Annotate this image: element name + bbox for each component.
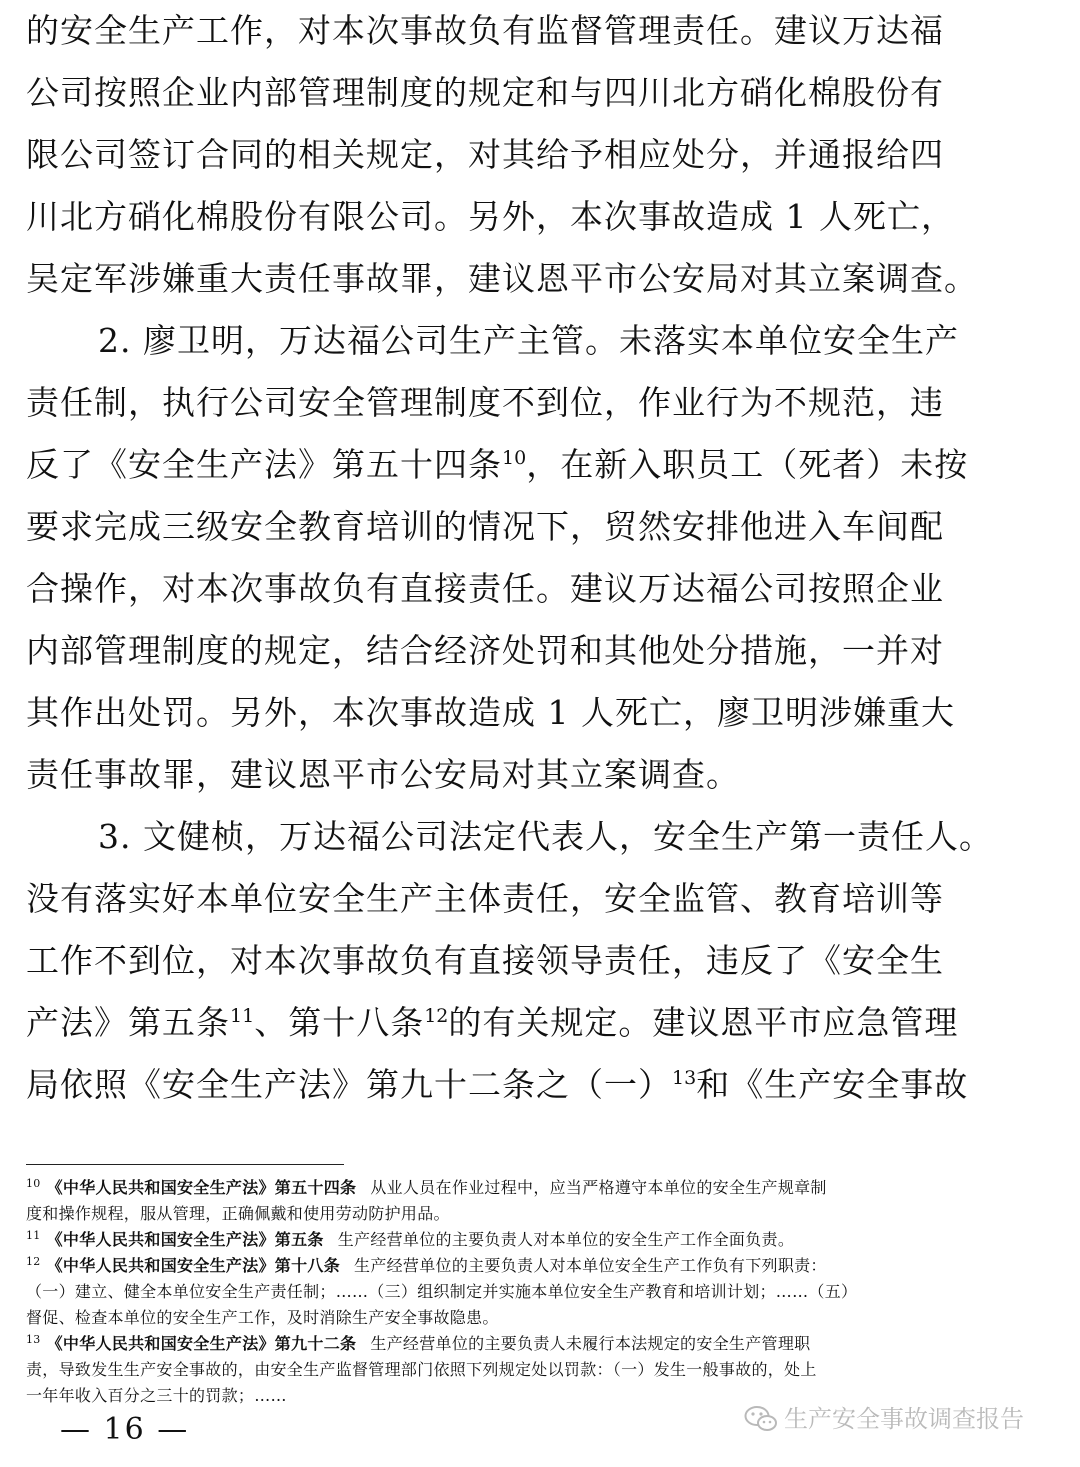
text-segment: 的有关规定。建议恩平市应急管理 [448, 1003, 959, 1042]
footnote-12 [26, 1253, 1016, 1331]
footnote-13 [26, 1331, 1016, 1409]
footnote-11 [26, 1227, 1016, 1253]
footnote-number: 10 [26, 1176, 41, 1190]
footnote-ref-12[interactable]: 12 [424, 1005, 449, 1027]
text-line: 公司按照企业内部管理制度的规定和与四川北方硝化棉股份有 [26, 73, 944, 112]
footnote-number: 13 [26, 1332, 41, 1346]
text-segment: ，在新入职员工（死者）未按 [526, 445, 969, 484]
text-segment: 反了《安全生产法》第五十四条 [26, 445, 502, 484]
text-segment: 局依照《安全生产法》第九十二条之（一） [26, 1065, 672, 1104]
footnote-number: 11 [26, 1228, 41, 1242]
text-line: 没有落实好本单位安全生产主体责任，安全监管、教育培训等 [26, 879, 944, 918]
paragraph-1 [26, 0, 996, 310]
text-line [26, 992, 996, 1054]
footnote-title: 《中华人民共和国安全生产法》第五条 [46, 1230, 324, 1249]
footnote-line [26, 1227, 1016, 1253]
text-line [26, 1054, 996, 1116]
footnote-title: 《中华人民共和国安全生产法》第五十四条 [46, 1178, 357, 1197]
text-segment: 产法》第五条 [26, 1003, 230, 1042]
text-segment: 、第十八条 [254, 1003, 425, 1042]
text-line: 要求完成三级安全教育培训的情况下，贸然安排他进入车间配 [26, 507, 944, 546]
text-line: 其作出处罚。另外，本次事故造成 1 人死亡，廖卫明涉嫌重大 [26, 693, 955, 732]
text-line: 2. 廖卫明，万达福公司生产主管。未落实本单位安全生产 [98, 321, 959, 360]
text-line: 吴定军涉嫌重大责任事故罪，建议恩平市公安局对其立案调查。 [26, 259, 978, 298]
text-line: 合操作，对本次事故负有直接责任。建议万达福公司按照企业 [26, 569, 944, 608]
footnote-line: 督促、检查本单位的安全生产工作，及时消除生产安全事故隐患。 [26, 1308, 499, 1327]
text-line: 限公司签订合同的相关规定，对其给予相应处分，并通报给四 [26, 135, 944, 174]
footnote-line [26, 1175, 1016, 1201]
footnote-line [26, 1253, 1016, 1279]
footnote-text: 生产经营单位的主要负责人未履行本法规定的安全生产管理职 [370, 1334, 811, 1353]
footnote-ref-10[interactable]: 10 [502, 447, 527, 469]
footnote-title: 《中华人民共和国安全生产法》第九十二条 [46, 1334, 357, 1353]
footnote-title: 《中华人民共和国安全生产法》第十八条 [46, 1256, 341, 1275]
footnote-text: 生产经营单位的主要负责人对本单位安全生产工作负有下列职责： [354, 1256, 827, 1275]
footnote-separator [26, 1164, 344, 1165]
watermark [744, 1402, 1024, 1436]
footnote-10 [26, 1175, 1016, 1227]
wechat-icon [744, 1405, 778, 1433]
text-line: 责任制，执行公司安全管理制度不到位，作业行为不规范，违 [26, 383, 944, 422]
paragraph-3 [26, 806, 996, 1116]
text-line [26, 434, 996, 496]
text-line: 3. 文健桢，万达福公司法定代表人，安全生产第一责任人。 [98, 817, 993, 856]
text-line: 工作不到位，对本次事故负有直接领导责任，违反了《安全生 [26, 941, 944, 980]
text-line: 责任事故罪，建议恩平市公安局对其立案调查。 [26, 755, 740, 794]
footnotes [26, 1175, 1016, 1409]
page-number: — 16 — [60, 1412, 190, 1447]
watermark-text: 生产安全事故调查报告 [784, 1405, 1024, 1433]
footnote-ref-11[interactable]: 11 [230, 1005, 255, 1027]
text-line: 内部管理制度的规定，结合经济处罚和其他处分措施，一并对 [26, 631, 944, 670]
text-line: 川北方硝化棉股份有限公司。另外，本次事故造成 1 人死亡， [26, 197, 955, 236]
body-text [26, 0, 996, 1116]
paragraph-2 [26, 310, 996, 806]
footnote-line: 责，导致发生生产安全事故的，由安全生产监督管理部门依照下列规定处以罚款：（一）发生一般事故的，处上 [26, 1360, 817, 1379]
text-line: 的安全生产工作，对本次事故负有监督管理责任。建议万达福 [26, 11, 944, 50]
footnote-ref-13[interactable]: 13 [672, 1067, 697, 1089]
footnote-text: 从业人员在作业过程中，应当严格遵守本单位的安全生产规章制 [370, 1178, 827, 1197]
footnote-number: 12 [26, 1254, 41, 1268]
text-segment: 和《生产安全事故 [696, 1065, 969, 1104]
footnote-line: （一）建立、健全本单位安全生产责任制；……（三）组织制定并实施本单位安全生产教育和培训计划；……（五） [26, 1282, 858, 1301]
footnote-line [26, 1331, 1016, 1357]
footnote-line: 度和操作规程，服从管理，正确佩戴和使用劳动防护用品。 [26, 1204, 450, 1223]
footnote-text: 生产经营单位的主要负责人对本单位的安全生产工作全面负责。 [337, 1230, 795, 1249]
footnote-line: 一年年收入百分之三十的罚款；…… [26, 1386, 287, 1405]
